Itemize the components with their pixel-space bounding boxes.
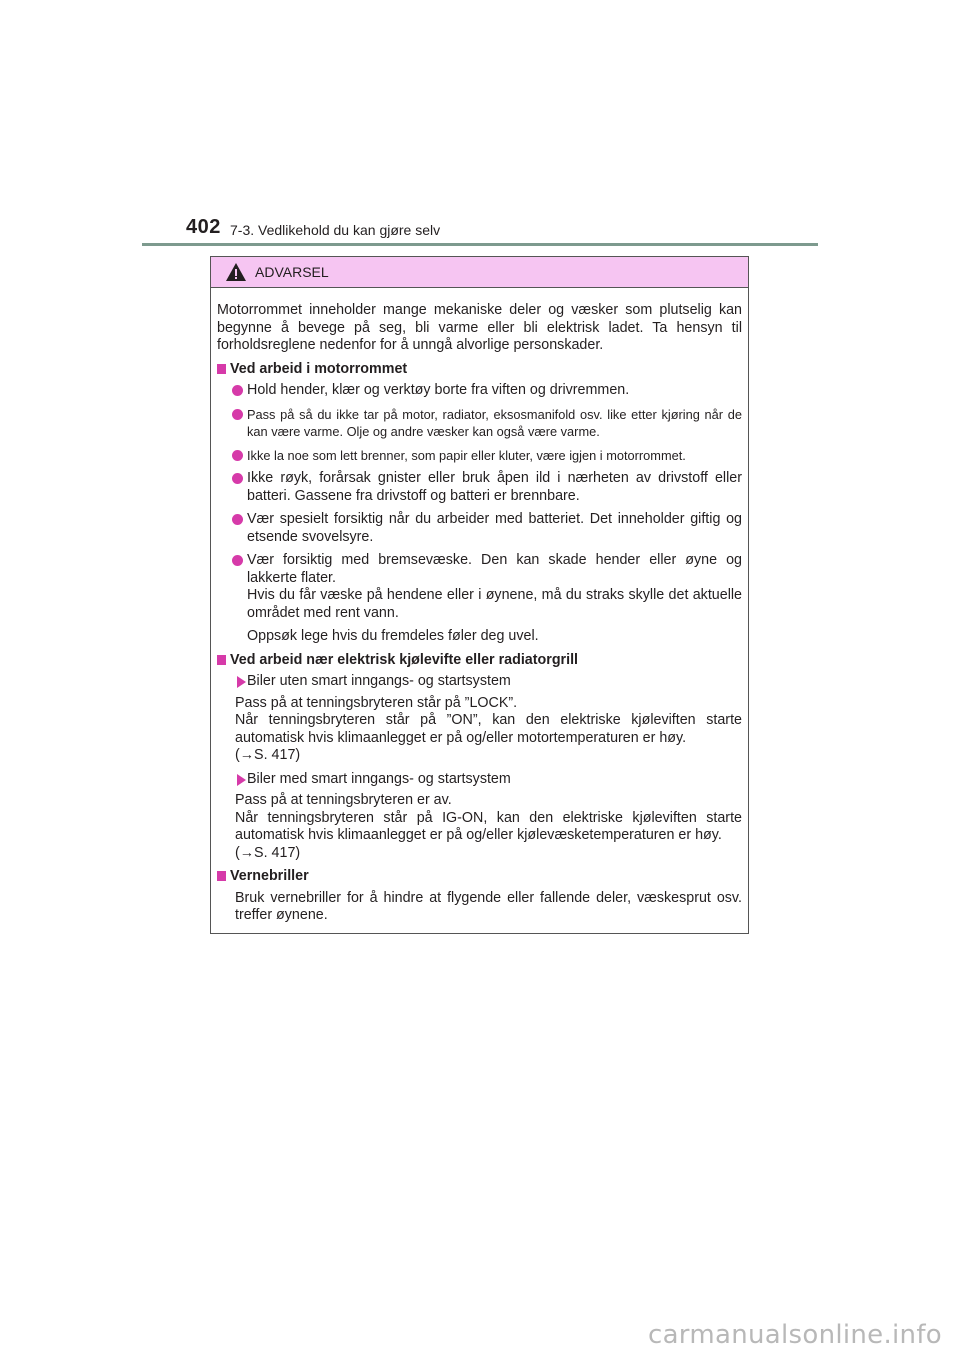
warning-box xyxy=(210,256,749,934)
square-bullet-icon xyxy=(217,364,226,374)
list-item xyxy=(217,382,742,400)
watermark: carmanualsonline.info xyxy=(647,1320,942,1350)
circle-bullet-icon xyxy=(232,450,243,461)
sub2-line: Når tenningsbryteren står på IG-ON, kan den elektriske kjøleviften starte automatisk hvis klimaanlegget er på og/eller kjølevæsketemperaturen er høy. xyxy=(235,809,742,843)
list-item-text: Ikke røyk, forårsak gnister eller bruk åpen ild i nærheten av drivstoff eller batteri. Gassene fra drivstoff og batteri er brennbare. xyxy=(247,470,742,504)
goggles-text: Bruk vernebriller for å hindre at flygende eller fallende deler, væskesprut osv. treffer øynene. xyxy=(235,889,742,923)
list-item xyxy=(217,406,742,441)
page-reference: (→S. 417) xyxy=(235,844,301,861)
circle-bullet-icon xyxy=(232,409,243,420)
page-header xyxy=(186,216,826,246)
list-item xyxy=(217,447,742,465)
list-item-text: Hold hender, klær og verktøy borte fra viften og drivremmen. xyxy=(247,382,630,398)
list-item-extra-text: Hvis du får væske på hendene eller i øynene, må du straks skylle det aktuelle området med rent vann. xyxy=(247,587,742,621)
list-item xyxy=(217,511,742,546)
warning-body xyxy=(211,288,748,925)
sub-heading-text: Biler med smart inngangs- og startsystem xyxy=(247,770,511,787)
header-divider xyxy=(142,243,818,246)
sub-heading-with-smart-entry xyxy=(217,771,742,789)
arrow-right-icon xyxy=(237,774,246,786)
list-item-text: Vær forsiktig med bremsevæske. Den kan skade hender eller øyne og lakkerte flater. xyxy=(247,552,742,586)
sub1-text xyxy=(217,695,742,765)
sub1-line: Pass på at tenningsbryteren står på ”LOCK”. xyxy=(235,694,518,711)
list-item xyxy=(217,470,742,505)
list-item-text: Pass på så du ikke tar på motor, radiator, eksosmanifold osv. like etter kjøring når de kan være varme. Olje og andre væsker kan også være varme. xyxy=(247,406,742,439)
circle-bullet-icon xyxy=(232,385,243,396)
section-heading-engine-bay xyxy=(217,361,742,379)
section-heading-text: Vernebriller xyxy=(230,868,309,884)
list-item xyxy=(217,552,742,622)
seek-doctor-note: Oppsøk lege hvis du fremdeles føler deg uvel. xyxy=(247,628,539,644)
arrow-right-icon xyxy=(237,676,246,688)
sub-heading-text: Biler uten smart inngangs- og startsystem xyxy=(247,673,511,689)
list-item-text: Vær spesielt forsiktig når du arbeider med batteriet. Det inneholder giftig og etsende svovelsyre. xyxy=(247,511,742,545)
section-heading-text: Ved arbeid nær elektrisk kjølevifte eller radiatorgrill xyxy=(230,651,579,668)
square-bullet-icon xyxy=(217,655,226,665)
square-bullet-icon xyxy=(217,871,226,881)
section-heading-text: Ved arbeid i motorrommet xyxy=(230,360,408,377)
sub-heading-without-smart-entry xyxy=(217,673,742,691)
circle-bullet-icon xyxy=(232,555,243,566)
sub2-text xyxy=(217,792,742,862)
sub2-line: Pass på at tenningsbryteren er av. xyxy=(235,792,452,808)
section-title: 7-3. Vedlikehold du kan gjøre selv xyxy=(230,222,441,238)
page-number: 402 xyxy=(186,216,221,238)
section-heading-cooling-fan xyxy=(217,652,742,670)
sub1-line: Når tenningsbryteren står på ”ON”, kan den elektriske kjøleviften starte automatisk hvis klimaanlegget er på og/eller motortemperaturen er høy. xyxy=(235,712,742,746)
warning-title: ADVARSEL xyxy=(255,264,329,280)
list-item-text: Ikke la noe som lett brenner, som papir eller kluter, være igjen i motorrommet. xyxy=(247,447,686,463)
circle-bullet-icon xyxy=(232,514,243,525)
circle-bullet-icon xyxy=(232,473,243,484)
warning-intro: Motorrommet inneholder mange mekaniske deler og væsker som plutselig kan begynne å bevege på seg, bli varme eller bli elektrisk ladet. Ta hensyn til forholdsreglene nedenfor for å unngå alvorlige personskader. xyxy=(217,302,742,353)
warning-triangle-icon xyxy=(225,262,247,282)
section-heading-goggles xyxy=(217,868,742,886)
page-reference: (→S. 417) xyxy=(235,747,301,763)
warning-header xyxy=(211,257,748,288)
